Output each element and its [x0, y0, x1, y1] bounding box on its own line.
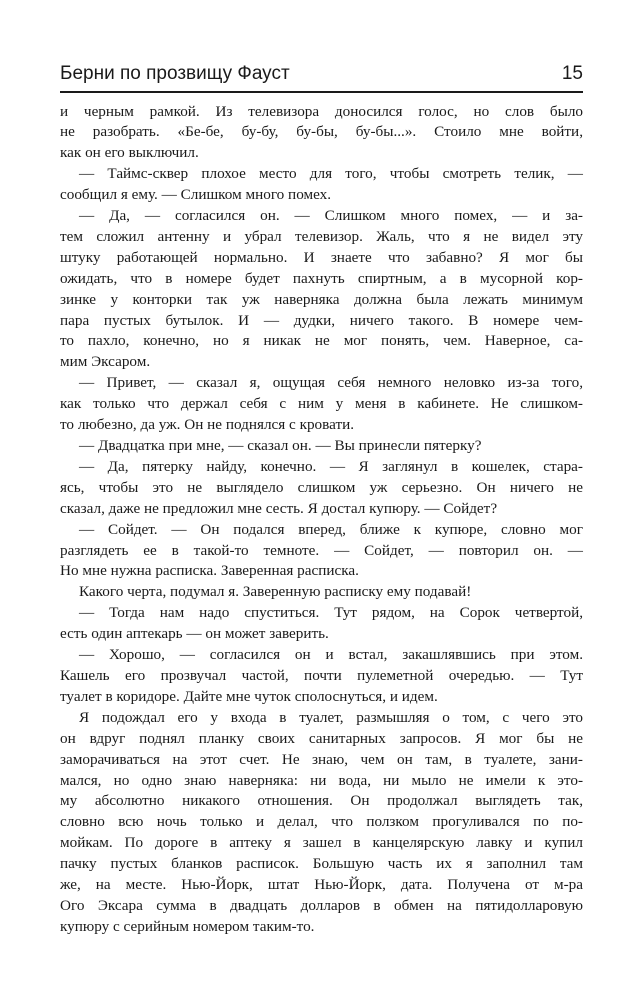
text-line: — Сойдет. — Он подался вперед, ближе к купюре, словно мог: [79, 520, 583, 538]
text-line: сказал, даже не предложил мне сесть. Я достал купюру. — Сойдет?: [60, 499, 498, 517]
text-line: словно всю ночь только и делал, что ползком прогуливался по по-: [60, 813, 583, 831]
text-line: мался, но одно знаю наверняка: ни вода, ни мыло не имели к это-: [60, 771, 583, 789]
text-line: есть один аптекарь — он может заверить.: [60, 625, 329, 643]
text-line: ожидать, что в номере будет пахнуть спиртным, а в мусорной кор-: [60, 269, 583, 287]
text-line: то пахло, конечно, но я никак не мог понять, чем. Наверное, са-: [60, 332, 583, 350]
text-line: — Двадцатка при мне, — сказал он. — Вы принесли пятерку?: [79, 437, 482, 454]
text-line: — Привет, — сказал я, ощущая себя немного неловко из-за того,: [79, 374, 583, 392]
body-text: [60, 102, 583, 938]
text-line: — Тогда нам надо спуститься. Тут рядом, на Сорок четвертой,: [79, 604, 583, 622]
text-line: Какого черта, подумал я. Заверенную расписку ему подавай!: [79, 583, 472, 601]
text-line: Кашель его прозвучал частой, почти пулеметной очередью. — Тут: [60, 666, 583, 684]
text-line: не разобрать. «Бе-бе, бу-бу, бу-бы, бу-бы...». Стоило мне войти,: [60, 123, 583, 141]
text-line: зинке у конторки так уж наверняка должна была лежать минимум: [60, 290, 583, 308]
running-head-title: Берни по прозвищу Фауст: [60, 63, 290, 84]
text-line: купюру с серийным номером таким-то.: [60, 917, 315, 935]
text-line: же, на месте. Нью-Йорк, штат Нью-Йорк, дата. Получена от м-ра: [60, 876, 583, 894]
book-page: [60, 62, 583, 938]
running-head: [60, 62, 583, 91]
text-line: мим Эксаром.: [60, 353, 151, 371]
text-line: Я подождал его у входа в туалет, размышляя о том, с чего это: [79, 708, 583, 726]
text-line: му абсолютно никакого отношения. Он продолжал выглядеть так,: [60, 792, 583, 810]
text-line: пачку пустых бланков расписок. Большую часть их я заполнил там: [60, 855, 583, 873]
text-line: разглядеть ее в такой-то темноте. — Сойдет, — повторил он. —: [60, 541, 583, 559]
text-line: то любезно, да уж. Он не поднялся с кровати.: [60, 416, 355, 434]
text-line: мойкам. По дороге в аптеку я зашел в канцелярскую лавку и купил: [60, 834, 583, 852]
text-line: ясь, чтобы это не выглядело слишком уж серьезно. Он ничего не: [60, 478, 583, 496]
text-line: — Хорошо, — согласился он и встал, закашлявшись при этом.: [79, 646, 583, 664]
text-line: как только что держал себя с ним у меня в кабинете. Не слишком-: [60, 395, 583, 413]
text-line: он вдруг поднял планку своих санитарных запросов. Я мог бы не: [60, 729, 583, 747]
text-line: заморачиваться на этот счет. Не знаю, чем он там, в туалете, зани-: [60, 750, 583, 768]
text-line: туалет в коридоре. Дайте мне чуток сполоснуться, и идем.: [60, 687, 438, 705]
text-line: пара пустых бутылок. И — дудки, ничего такого. В номере чем-: [60, 311, 583, 329]
text-line: тем сложил антенну и убрал телевизор. Жаль, что я не видел эту: [60, 227, 583, 245]
text-line: — Да, — согласился он. — Слишком много помех, — и за-: [79, 207, 583, 225]
page-number: 15: [561, 63, 583, 84]
text-line: — Таймс-сквер плохое место для того, чтобы смотреть телик, —: [79, 165, 583, 183]
text-line: и черным рамкой. Из телевизора доносился голос, но слов было: [60, 102, 583, 120]
text-line: Но мне нужна расписка. Заверенная расписка.: [60, 562, 359, 580]
text-line: — Да, пятерку найду, конечно. — Я заглянул в кошелек, стара-: [79, 457, 583, 475]
text-line: Ого Эксара сумма в двадцать долларов в обмен на пятидолларовую: [60, 896, 583, 914]
text-line: сообщил я ему. — Слишком много помех.: [60, 186, 332, 204]
header-rule: [60, 91, 583, 93]
text-line: штуку работающей нормально. И знаете что забавно? Я мог бы: [60, 248, 583, 266]
text-line: как он его выключил.: [60, 144, 199, 162]
